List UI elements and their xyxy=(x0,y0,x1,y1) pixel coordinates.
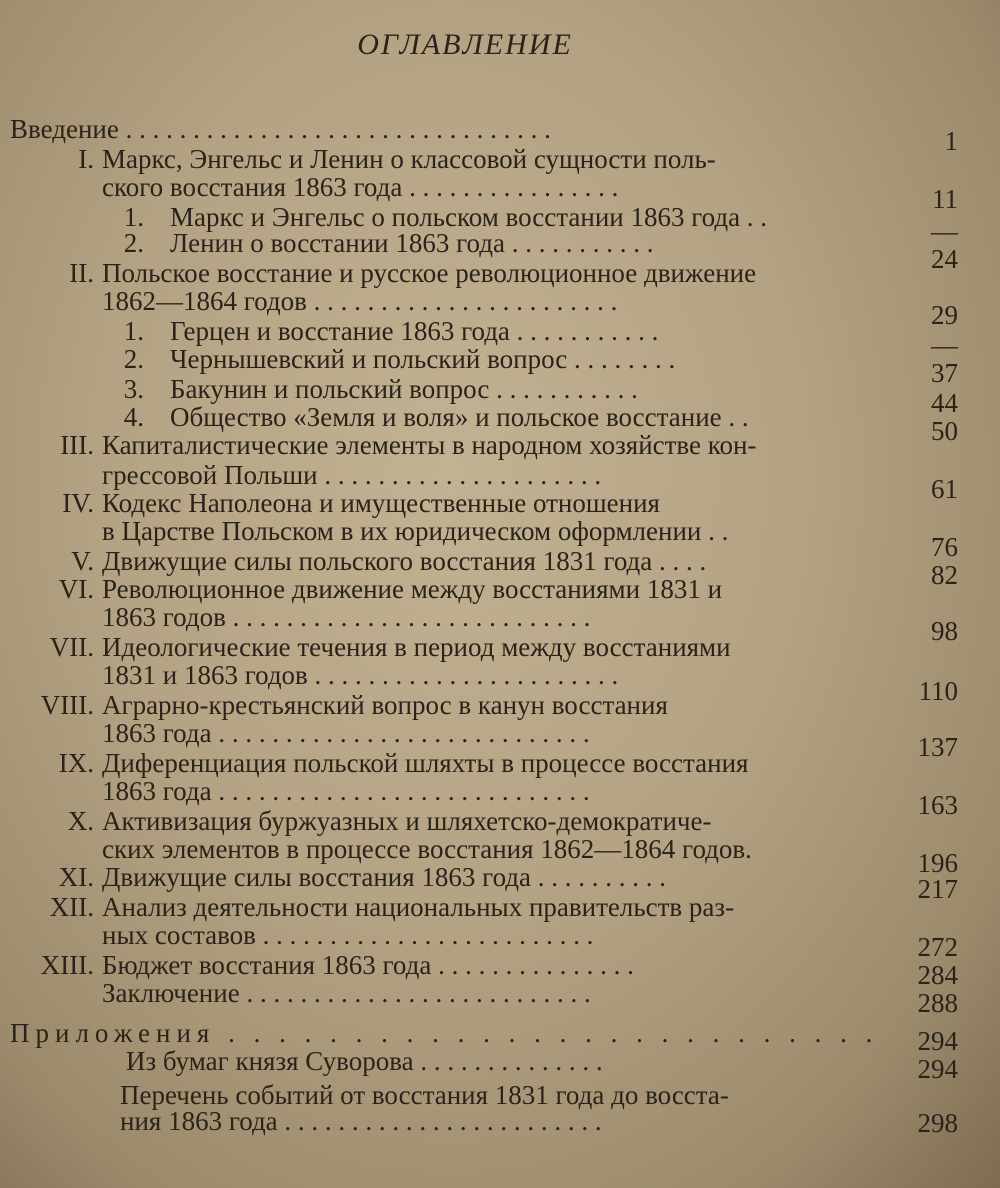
toc-text: Диференциация польской шляхты в процессе восстания xyxy=(102,748,749,778)
toc-page-number: — xyxy=(931,216,958,246)
toc-line xyxy=(30,918,900,952)
toc-page-number: 163 xyxy=(917,790,958,820)
toc-page-number: 294 xyxy=(917,1054,958,1084)
toc-page-number: 82 xyxy=(931,560,958,590)
toc-text: Революционное движение между восстаниями 1831 и xyxy=(102,574,723,604)
toc-numeral: V. xyxy=(71,546,94,576)
toc-text: Анализ деятельности национальных правительств раз- xyxy=(102,892,735,922)
toc-numeral: III. xyxy=(60,430,94,460)
toc-page-number: 294 xyxy=(917,1026,958,1056)
toc-numeral: VII. xyxy=(49,632,94,662)
toc-text: Движущие силы польского восстания 1831 года . . . . xyxy=(102,546,707,576)
toc-text: 1863 года . . . . . . . . . . . . . . . . . . . . . . . . . . . . xyxy=(102,718,590,748)
toc-text: 1863 годов . . . . . . . . . . . . . . . . . . . . . . . . . . . xyxy=(102,602,591,632)
toc-page-number: 1 xyxy=(944,126,958,156)
toc-numeral: 4. xyxy=(123,402,144,432)
toc-page-number: 11 xyxy=(932,184,958,214)
toc-text: Польское восстание и русское революционное движение xyxy=(102,258,757,288)
toc-page-number: 217 xyxy=(917,874,958,904)
toc-text: ских элементов в процессе восстания 1862—1864 годов. xyxy=(102,834,752,864)
toc-line xyxy=(30,226,900,260)
toc-numeral: 1. xyxy=(123,202,144,232)
toc-numeral: XIII. xyxy=(40,950,94,980)
toc-line xyxy=(10,112,890,146)
toc-text: Перечень событий от восстания 1831 года до восста- xyxy=(120,1080,729,1110)
toc-line xyxy=(30,600,900,634)
toc-text: Из бумаг князя Суворова . . . . . . . . . . . . . . xyxy=(126,1046,603,1076)
toc-page-number: 76 xyxy=(931,532,958,562)
toc-numeral: 1. xyxy=(123,316,144,346)
toc-numeral: VIII. xyxy=(40,690,94,720)
toc-text: Приложения . . . . . . . . . . . . . . . . . . . . . . . . . . xyxy=(10,1018,879,1048)
toc-page-number: 298 xyxy=(917,1108,958,1138)
toc-numeral: 2. xyxy=(123,344,144,374)
toc-page-number: 272 xyxy=(917,932,958,962)
toc-text: в Царстве Польском в их юридическом оформлении . . xyxy=(102,516,729,546)
toc-text: Активизация буржуазных и шляхетско-демократиче- xyxy=(102,806,712,836)
toc-page-number: — xyxy=(931,330,958,360)
toc-page-number: 37 xyxy=(931,358,958,388)
toc-page-number: 24 xyxy=(931,244,958,274)
toc-page-number: 137 xyxy=(917,732,958,762)
toc-page-number: 29 xyxy=(931,300,958,330)
toc-text: ского восстания 1863 года . . . . . . . . . . . . . . . . xyxy=(102,172,619,202)
toc-numeral: VI. xyxy=(58,574,94,604)
toc-numeral: I. xyxy=(78,144,94,174)
toc-line xyxy=(30,774,900,808)
toc-page-number: 61 xyxy=(931,474,958,504)
toc-line xyxy=(30,284,900,318)
toc-text: Чернышевский и польский вопрос . . . . . . . . xyxy=(170,344,676,374)
toc-page-number: 288 xyxy=(917,988,958,1018)
toc-text: Идеологические течения в период между восстаниями xyxy=(102,632,731,662)
toc-numeral: II. xyxy=(69,258,94,288)
toc-line xyxy=(30,514,900,548)
toc-line xyxy=(30,342,900,376)
toc-page-number: 110 xyxy=(918,676,958,706)
toc-line xyxy=(30,1104,900,1138)
toc-text: Движущие силы восстания 1863 года . . . . . . . . . . xyxy=(102,862,667,892)
toc-line xyxy=(30,658,900,692)
toc-line xyxy=(30,716,900,750)
toc-text: ных составов . . . . . . . . . . . . . . . . . . . . . . . . . xyxy=(102,920,594,950)
toc-page-number: 196 xyxy=(917,848,958,878)
toc-line xyxy=(30,860,900,894)
toc-page-number: 44 xyxy=(931,388,958,418)
toc-text: Кодекс Наполеона и имущественные отношения xyxy=(102,488,660,518)
toc-page-number: 98 xyxy=(931,616,958,646)
toc-page-number: 50 xyxy=(931,416,958,446)
toc-text: Введение . . . . . . . . . . . . . . . . . . . . . . . . . . . . . . . . xyxy=(10,114,551,144)
toc-numeral: IX. xyxy=(58,748,94,778)
toc-numeral: 3. xyxy=(123,374,144,404)
toc-text: ния 1863 года . . . . . . . . . . . . . . . . . . . . . . . . xyxy=(120,1106,602,1136)
toc-text: Заключение . . . . . . . . . . . . . . . . . . . . . . . . . . xyxy=(102,978,591,1008)
toc-line xyxy=(30,170,900,204)
toc-text: Бюджет восстания 1863 года . . . . . . . . . . . . . . . xyxy=(102,950,634,980)
toc-numeral: IV. xyxy=(62,488,94,518)
toc-text: Маркс, Энгельс и Ленин о классовой сущности поль- xyxy=(102,144,716,174)
toc-numeral: XII. xyxy=(49,892,94,922)
toc-text: грессовой Польши . . . . . . . . . . . . . . . . . . . . . xyxy=(102,460,602,490)
toc-text: Ленин о восстании 1863 года . . . . . . . . . . . xyxy=(170,228,654,258)
toc-line xyxy=(30,976,900,1010)
toc-text: Аграрно-крестьянский вопрос в канун восстания xyxy=(102,690,668,720)
toc-numeral: 2. xyxy=(123,228,144,258)
toc-text: Герцен и восстание 1863 года . . . . . . . . . . . xyxy=(170,316,659,346)
toc-text: 1863 года . . . . . . . . . . . . . . . . . . . . . . . . . . . . xyxy=(102,776,590,806)
toc-text: Маркс и Энгельс о польском восстании 1863 года . . xyxy=(170,202,768,232)
toc-text: Капиталистические элементы в народном хозяйстве кон- xyxy=(102,430,757,460)
toc-text: Бакунин и польский вопрос . . . . . . . . . . . xyxy=(170,374,638,404)
toc-text: Общество «Земля и воля» и польское восстание . . xyxy=(170,402,749,432)
toc-numeral: XI. xyxy=(58,862,94,892)
toc-line xyxy=(30,1044,900,1078)
toc-line xyxy=(30,428,900,462)
toc-page-number: 284 xyxy=(917,960,958,990)
toc-numeral: X. xyxy=(67,806,94,836)
page-title: ОГЛАВЛЕНИЕ xyxy=(357,28,573,61)
toc-text: 1862—1864 годов . . . . . . . . . . . . . . . . . . . . . . . xyxy=(102,286,618,316)
toc-text: 1831 и 1863 годов . . . . . . . . . . . . . . . . . . . . . . . xyxy=(102,660,619,690)
